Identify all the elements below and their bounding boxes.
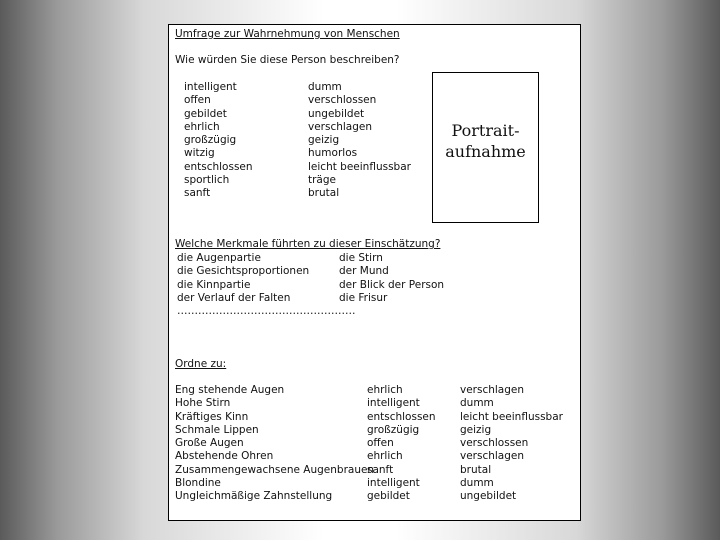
list-item: brutal — [460, 463, 492, 476]
portrait-label — [433, 120, 538, 162]
question-features: Welche Merkmale führten zu dieser Einschätzung? — [175, 238, 441, 250]
list-item: Eng stehende Augen — [175, 384, 285, 396]
list-item: die Frisur — [339, 291, 388, 304]
list-item: ungebildet — [308, 107, 365, 120]
blank-line: …………………………………………… — [177, 305, 356, 318]
portrait-placeholder — [432, 72, 539, 223]
assign-traits-a-list — [367, 384, 436, 504]
list-item: Große Augen — [175, 437, 244, 450]
list-item: träge — [308, 174, 336, 187]
list-item: Hohe Stirn — [175, 397, 231, 410]
portrait-label-line2: aufnahme — [445, 142, 526, 161]
question-describe: Wie würden Sie diese Person beschreiben? — [175, 54, 400, 66]
list-item: verschlagen — [460, 450, 525, 463]
section-assign: Ordne zu: — [175, 358, 227, 370]
list-item: der Blick der Person — [339, 278, 445, 291]
list-item: der Mund — [339, 265, 389, 278]
list-item: gebildet — [184, 107, 227, 120]
list-item: leicht beeinflussbar — [308, 160, 411, 173]
list-item: intelligent — [367, 397, 420, 410]
list-item: sanft — [184, 187, 211, 200]
list-item: großzügig — [184, 134, 237, 147]
positive-traits-list — [184, 81, 253, 201]
list-item: entschlossen — [184, 160, 253, 173]
list-item: leicht beeinflussbar — [460, 410, 563, 423]
negative-traits-list — [308, 81, 411, 201]
list-item: sportlich — [184, 174, 230, 187]
list-item: gebildet — [367, 490, 410, 503]
list-item: dumm — [460, 477, 494, 490]
list-item: Schmale Lippen — [175, 423, 259, 436]
list-item: humorlos — [308, 147, 358, 160]
list-item: Ungleichmäßige Zahnstellung — [175, 490, 333, 503]
list-item: geizig — [308, 134, 340, 147]
list-item: offen — [367, 437, 394, 450]
list-item: verschlagen — [460, 384, 525, 396]
list-item: dumm — [308, 81, 342, 93]
list-item: die Gesichtsproportionen — [177, 265, 310, 278]
list-item: verschlossen — [460, 437, 529, 450]
list-item: entschlossen — [367, 410, 436, 423]
list-item: ehrlich — [367, 384, 403, 396]
list-item: sanft — [367, 463, 394, 476]
list-item: Kräftiges Kinn — [175, 410, 249, 423]
list-item: ungebildet — [460, 490, 517, 503]
survey-title: Umfrage zur Wahrnehmung von Menschen — [175, 28, 400, 40]
features-left-list — [177, 252, 356, 318]
list-item: intelligent — [367, 477, 420, 490]
list-item: geizig — [460, 423, 492, 436]
list-item: offen — [184, 94, 211, 107]
list-item: intelligent — [184, 81, 237, 93]
list-item: die Augenpartie — [177, 252, 261, 264]
list-item: ehrlich — [184, 120, 220, 133]
list-item: ehrlich — [367, 450, 403, 463]
list-item: brutal — [308, 187, 340, 200]
features-right-list — [339, 252, 444, 305]
list-item: die Stirn — [339, 252, 383, 264]
assign-features-list — [175, 384, 374, 504]
portrait-label-line1: Portrait- — [451, 121, 520, 140]
assign-traits-b-list — [460, 384, 563, 504]
list-item: der Verlauf der Falten — [177, 291, 291, 304]
list-item: Blondine — [175, 477, 221, 490]
list-item: Abstehende Ohren — [175, 450, 274, 463]
list-item: großzügig — [367, 423, 420, 436]
list-item: die Kinnpartie — [177, 278, 251, 291]
survey-sheet — [168, 24, 581, 521]
list-item: verschlossen — [308, 94, 377, 107]
list-item: Zusammengewachsene Augenbrauen — [175, 463, 375, 476]
list-item: verschlagen — [308, 120, 373, 133]
list-item: dumm — [460, 397, 494, 410]
list-item: witzig — [184, 147, 215, 160]
